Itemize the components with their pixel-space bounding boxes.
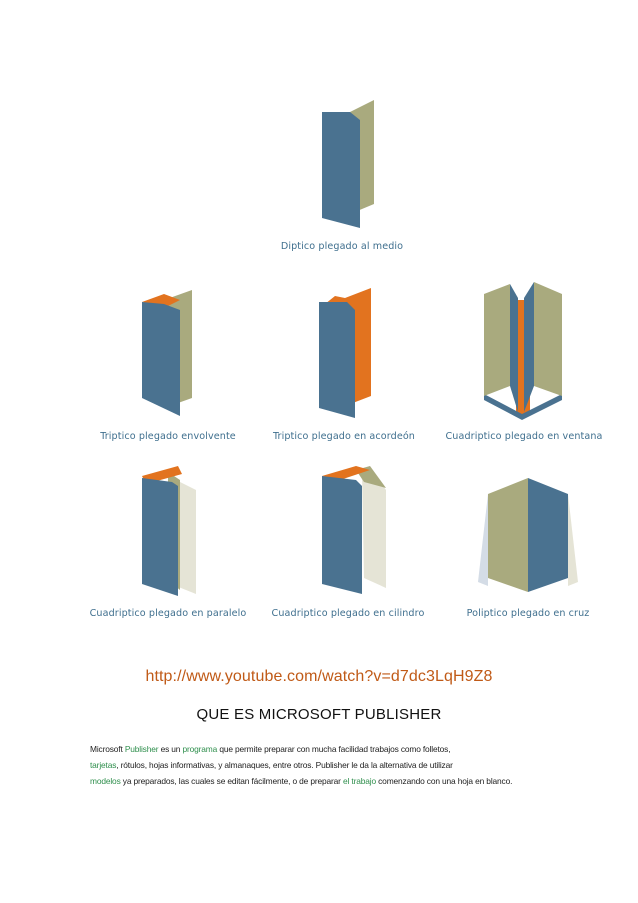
cuadriptico-ventana-illustration <box>480 276 570 422</box>
ventana-right-inner-panel <box>524 282 534 412</box>
paragraph-text-1: Microsoft <box>90 744 125 754</box>
caption-cuadriptico-ventana: Cuadriptico plegado en ventana <box>445 431 603 442</box>
paragraph-text-5: ya preparados, las cuales se editan fácilmente, o de preparar <box>120 776 344 786</box>
paralelo-front-panel <box>142 478 178 596</box>
caption-triptico-acordeon: Triptico plegado en acordeón <box>273 431 415 442</box>
diptico-front-panel <box>322 112 360 228</box>
tarjetas-link[interactable]: tarjetas <box>90 760 117 770</box>
ventana-left-inner-panel <box>510 284 518 412</box>
cruz-right-panel <box>528 478 568 592</box>
triptico-acordeon-illustration <box>305 284 385 424</box>
caption-poliptico-cruz: Poliptico plegado en cruz <box>466 608 590 619</box>
caption-diptico: Diptico plegado al medio <box>280 241 404 252</box>
cilindro-front-panel <box>322 476 362 594</box>
cruz-right-shadow-panel <box>568 494 578 586</box>
paragraph-text-3: que permite preparar con mucha facilidad trabajos como folletos, <box>217 744 451 754</box>
youtube-link[interactable]: http://www.youtube.com/watch?v=d7dc3LqH9Z8 <box>145 668 493 685</box>
diptico-illustration <box>310 96 390 236</box>
publisher-link[interactable]: Publisher <box>124 744 159 754</box>
cruz-left-panel <box>488 478 528 592</box>
cruz-left-shadow-panel <box>478 494 488 586</box>
ventana-right-panel <box>534 282 562 396</box>
caption-cuadriptico-paralelo: Cuadriptico plegado en paralelo <box>89 608 247 619</box>
programa-link[interactable]: programa <box>182 744 218 754</box>
caption-cuadriptico-cilindro: Cuadriptico plegado en cilindro <box>271 608 425 619</box>
paragraph-text-2: es un <box>158 744 183 754</box>
el-trabajo-link[interactable]: el trabajo <box>343 776 376 786</box>
acordeon-front-panel <box>319 302 355 418</box>
publisher-paragraph <box>90 741 550 789</box>
envolvente-front-panel <box>142 302 180 416</box>
modelos-link[interactable]: modelos <box>90 776 121 786</box>
section-heading: QUE ES MICROSOFT PUBLISHER <box>196 706 442 723</box>
cuadriptico-cilindro-illustration <box>312 460 394 600</box>
caption-triptico-envolvente: Triptico plegado envolvente <box>100 431 236 442</box>
ventana-left-panel <box>484 284 510 396</box>
paragraph-text-6: comenzando con una hoja en blanco. <box>375 776 513 786</box>
cuadriptico-paralelo-illustration <box>132 462 212 602</box>
triptico-envolvente-illustration <box>128 284 208 424</box>
paragraph-text-4: , rótulos, hojas informativas, y almanaques, entre otros. Publisher le da la alternativa de utilizar <box>116 760 453 770</box>
cilindro-cream-panel <box>362 474 386 588</box>
poliptico-cruz-illustration <box>476 474 584 596</box>
